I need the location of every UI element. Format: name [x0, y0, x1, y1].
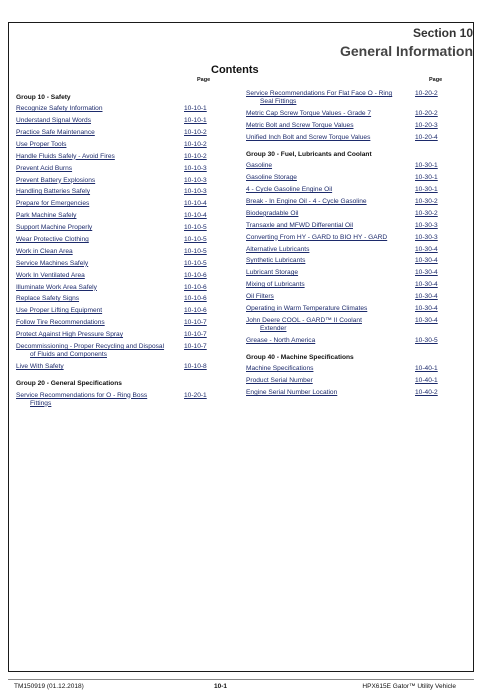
toc-entry[interactable] [246, 317, 445, 333]
toc-entry-title-line: Oil Filters [246, 293, 274, 301]
toc-entry[interactable] [246, 365, 445, 373]
toc-entry-title[interactable] [16, 165, 184, 173]
toc-entry-page[interactable]: 10-10-7 [184, 331, 207, 339]
toc-entry-title-line: Machine Specifications [246, 365, 314, 373]
toc-entry-page[interactable]: 10-30-2 [415, 209, 438, 217]
toc-entry[interactable] [246, 110, 445, 118]
toc-entry[interactable] [246, 281, 445, 289]
toc-entry-title-line: Transaxle and MFWD Differential Oil [246, 221, 353, 229]
toc-entry[interactable] [16, 236, 214, 244]
toc-entry-title-line: Prevent Acid Burns [16, 164, 73, 172]
toc-entry-page[interactable]: 10-30-1 [415, 186, 438, 194]
toc-entry-page[interactable]: 10-10-8 [184, 363, 207, 371]
toc-entry-title-line: Gasoline Storage [246, 174, 297, 182]
toc-entry-page[interactable]: 10-30-1 [415, 174, 438, 182]
toc-entry-title[interactable] [16, 392, 184, 408]
toc-entry-title[interactable] [16, 248, 184, 256]
toc-entry-title[interactable] [16, 188, 184, 196]
toc-entry-title-line: Use Proper Lifting Equipment [16, 307, 103, 315]
toc-entry-title[interactable] [16, 224, 184, 232]
toc-entry-page[interactable]: 10-10-3 [184, 188, 207, 196]
toc-entry-title-line: Grease - North America [246, 336, 316, 344]
toc-entry-title[interactable] [16, 177, 184, 185]
toc-entry-title-line: Wear Protective Clothing [16, 236, 89, 243]
toc-entry[interactable] [16, 212, 214, 220]
toc-entry[interactable] [246, 377, 445, 385]
contents-left-column [16, 90, 214, 412]
toc-entry-title[interactable] [16, 272, 184, 280]
toc-entry-title[interactable] [16, 284, 184, 292]
toc-entry-title[interactable] [16, 117, 184, 125]
footer-product-name: HPX615E Gator™ Utility Vehicle [362, 683, 456, 690]
toc-entry-title-continuation: of Fluids and Components [30, 351, 107, 359]
toc-entry-page[interactable]: 10-10-6 [184, 307, 207, 315]
toc-entry[interactable] [16, 200, 214, 208]
toc-entry-title[interactable] [246, 337, 415, 345]
toc-entry-page[interactable]: 10-30-3 [415, 233, 438, 241]
toc-entry-title[interactable] [16, 295, 184, 303]
toc-entry-page[interactable]: 10-20-2 [415, 110, 438, 118]
toc-entry[interactable] [16, 331, 214, 339]
toc-entry-title[interactable] [16, 331, 184, 339]
toc-entry[interactable] [16, 343, 214, 359]
toc-entry-title[interactable] [16, 105, 184, 113]
toc-entry[interactable] [246, 162, 445, 170]
toc-entry-title-line: Metric Bolt and Screw Torque Values [246, 121, 354, 129]
toc-entry-title-line: Biodegradable Oil [246, 209, 299, 217]
toc-entry-title-line: Park Machine Safely [16, 212, 77, 220]
toc-entry[interactable] [16, 260, 214, 268]
toc-entry-title[interactable] [246, 210, 415, 218]
toc-entry-title-line: Unified Inch Bolt and Screw Torque Values [246, 133, 371, 141]
toc-entry-page[interactable]: 10-20-4 [415, 133, 438, 141]
toc-entry[interactable] [246, 122, 445, 130]
toc-entry[interactable] [246, 186, 445, 194]
toc-entry-title[interactable] [246, 257, 415, 265]
toc-entry-title[interactable] [246, 305, 415, 313]
toc-entry-title-line: Alternative Lubricants [246, 245, 310, 253]
toc-entry-title[interactable] [16, 200, 184, 208]
toc-entry-title-line: Handle Fluids Safely - Avoid Fires [16, 152, 115, 160]
group-heading: Group 30 - Fuel, Lubricants and Coolant [246, 151, 372, 159]
toc-entry-page[interactable]: 10-30-5 [415, 336, 438, 344]
toc-entry-title-line: Engine Serial Number Location [246, 389, 338, 397]
toc-entry-title[interactable] [246, 134, 415, 142]
toc-entry[interactable] [246, 305, 445, 313]
toc-entry-title[interactable] [246, 317, 415, 333]
toc-entry-page[interactable]: 10-10-5 [184, 259, 207, 267]
toc-entry-page[interactable]: 10-10-7 [184, 343, 207, 351]
toc-entry-title-line: Use Proper Tools [16, 140, 67, 148]
toc-entry[interactable] [246, 257, 445, 265]
toc-entry-page[interactable]: 10-20-3 [415, 121, 438, 129]
toc-entry-title[interactable] [246, 90, 415, 106]
toc-entry-title-line: Live With Safety [16, 363, 64, 371]
toc-entry-title[interactable] [246, 269, 415, 277]
toc-entry-title[interactable] [16, 343, 184, 359]
toc-entry[interactable] [246, 222, 445, 230]
toc-entry[interactable] [16, 188, 214, 196]
toc-entry-title[interactable] [246, 293, 415, 301]
toc-entry-page[interactable]: 10-30-4 [415, 293, 438, 301]
group-heading: Group 20 - General Specifications [16, 380, 122, 388]
toc-entry-title[interactable] [246, 246, 415, 254]
toc-entry-title-line: Lubricant Storage [246, 269, 299, 277]
toc-entry-title-line: Understand Signal Words [16, 117, 92, 125]
toc-entry-page[interactable]: 10-30-1 [415, 162, 438, 170]
contents-heading: Contents [211, 64, 259, 76]
toc-entry-page[interactable]: 10-20-2 [415, 90, 438, 97]
toc-entry[interactable] [246, 90, 445, 106]
toc-entry[interactable] [16, 141, 214, 149]
footer-rule [8, 679, 474, 680]
toc-entry[interactable] [16, 224, 214, 232]
toc-entry-title-line: Support Machine Properly [16, 224, 93, 232]
group-heading: Group 40 - Machine Specifications [246, 354, 354, 362]
toc-entry-page[interactable]: 10-10-2 [184, 152, 207, 160]
toc-entry-title[interactable] [246, 365, 415, 373]
toc-entry[interactable] [16, 307, 214, 315]
toc-entry-title[interactable] [16, 141, 184, 149]
toc-entry-title[interactable] [246, 122, 415, 130]
page-title: General Information [339, 43, 473, 59]
toc-entry[interactable] [16, 392, 214, 408]
footer-page-number: 10-1 [214, 683, 228, 690]
toc-entry[interactable] [16, 272, 214, 280]
toc-entry[interactable] [16, 295, 214, 303]
toc-entry[interactable] [246, 269, 445, 277]
toc-entry-title-line: Converting From HY - GARD to BIO HY - GARD [246, 233, 388, 241]
toc-entry-page[interactable]: 10-30-4 [415, 281, 438, 289]
toc-entry-title-line: Work in Clean Area [16, 247, 73, 255]
toc-entry[interactable] [16, 319, 214, 327]
toc-entry-title[interactable] [246, 234, 415, 242]
toc-entry-title[interactable] [16, 212, 184, 220]
toc-entry-title-line: Synthetic Lubricants [246, 257, 306, 265]
toc-entry-page[interactable]: 10-10-3 [184, 176, 207, 184]
toc-entry-page[interactable]: 10-10-1 [184, 117, 207, 125]
toc-entry-title[interactable] [16, 129, 184, 137]
toc-entry-title[interactable] [16, 236, 184, 244]
toc-entry-title-continuation: Extender [260, 325, 287, 333]
toc-entry-page[interactable]: 10-10-4 [184, 200, 207, 208]
toc-entry-title[interactable] [246, 222, 415, 230]
toc-entry-page[interactable]: 10-40-1 [415, 377, 438, 385]
toc-entry-title-line: Recognize Safety Information [16, 105, 103, 113]
toc-entry-page[interactable]: 10-30-4 [415, 304, 438, 312]
toc-entry[interactable] [246, 198, 445, 206]
toc-entry-page[interactable]: 10-10-2 [184, 140, 207, 148]
toc-entry-page[interactable]: 10-30-4 [415, 269, 438, 277]
toc-entry[interactable] [16, 165, 214, 173]
toc-entry-title-line: Work In Ventilated Area [16, 271, 85, 279]
toc-entry-title[interactable] [246, 110, 415, 118]
toc-entry[interactable] [16, 177, 214, 185]
toc-entry-page[interactable]: 10-10-5 [184, 236, 207, 243]
section-label: Section 10 [412, 26, 473, 40]
toc-entry[interactable] [16, 129, 214, 137]
toc-entry-title-line: Prepare for Emergencies [16, 200, 90, 208]
toc-entry-title[interactable] [246, 186, 415, 194]
toc-entry-page[interactable]: 10-10-6 [184, 295, 207, 303]
page-column-label-right: Page [429, 77, 443, 83]
contents-right-column [246, 90, 445, 401]
toc-entry-title[interactable] [246, 162, 415, 170]
toc-entry[interactable] [246, 234, 445, 242]
toc-entry-title[interactable] [246, 174, 415, 182]
toc-entry-page[interactable]: 10-10-6 [184, 271, 207, 279]
toc-entry-title-line: Protect Against High Pressure Spray [16, 331, 124, 339]
toc-entry-title-line: Service Recommendations for O - Ring Boss [16, 391, 148, 399]
toc-entry-title[interactable] [16, 260, 184, 268]
toc-entry-title-line: Service Recommendations For Flat Face O - Ring [246, 90, 393, 97]
toc-entry-page[interactable]: 10-10-2 [184, 128, 207, 136]
toc-entry[interactable] [16, 248, 214, 256]
toc-entry[interactable] [246, 337, 445, 345]
toc-entry[interactable] [16, 117, 214, 125]
toc-entry-page[interactable]: 10-30-4 [415, 257, 438, 265]
toc-entry-title-line: Break - In Engine Oil - 4 - Cycle Gasoline [246, 197, 367, 205]
toc-entry-title-line: Illuminate Work Area Safely [16, 283, 97, 291]
toc-entry-title-line: Replace Safety Signs [16, 295, 80, 303]
toc-entry-title-line: 4 - Cycle Gasoline Engine Oil [246, 186, 333, 194]
toc-entry-page[interactable]: 10-30-4 [415, 316, 438, 324]
toc-entry-title-line: Practice Safe Maintenance [16, 128, 95, 136]
toc-entry-page[interactable]: 10-20-1 [184, 391, 207, 399]
toc-entry-title[interactable] [16, 307, 184, 315]
toc-entry-title[interactable] [246, 281, 415, 289]
footer-doc-id: TM150919 (01.12.2018) [14, 683, 84, 690]
toc-entry-page[interactable]: 10-10-5 [184, 224, 207, 232]
toc-entry-title-line: Metric Cap Screw Torque Values - Grade 7 [246, 110, 372, 118]
toc-entry[interactable] [16, 105, 214, 113]
toc-entry-title-line: Mixing of Lubricants [246, 281, 305, 289]
toc-entry-page[interactable]: 10-10-5 [184, 247, 207, 255]
toc-entry-title-continuation: Seal Fittings [260, 98, 297, 106]
toc-entry-title-line: Decommissioning - Proper Recycling and Disposal [16, 343, 165, 351]
toc-entry-title-line: Handling Batteries Safely [16, 188, 91, 196]
toc-entry-page[interactable]: 10-40-1 [415, 365, 438, 373]
toc-entry[interactable] [246, 293, 445, 301]
toc-entry-title-line: Gasoline [246, 162, 273, 170]
toc-entry-title-line: Service Machines Safely [16, 259, 89, 267]
toc-entry-page[interactable]: 10-30-3 [415, 221, 438, 229]
toc-entry-page[interactable]: 10-10-7 [184, 319, 207, 327]
toc-entry-page[interactable]: 10-30-4 [415, 245, 438, 253]
toc-entry[interactable] [16, 153, 214, 161]
toc-entry[interactable] [16, 284, 214, 292]
page-column-label-left: Page [197, 77, 211, 83]
toc-entry[interactable] [246, 389, 445, 397]
toc-entry-title[interactable] [16, 363, 184, 371]
toc-entry-title-continuation: Fittings [30, 399, 52, 407]
toc-entry-page[interactable]: 10-10-3 [184, 164, 207, 172]
toc-entry-title-line: Operating in Warm Temperature Climates [246, 304, 368, 312]
toc-entry-title-line: Follow Tire Recommendations [16, 319, 105, 327]
toc-entry-page[interactable]: 10-40-2 [415, 389, 438, 397]
toc-entry-title-line: Prevent Battery Explosions [16, 176, 96, 184]
toc-entry-page[interactable]: 10-10-6 [184, 283, 207, 291]
toc-entry-title[interactable] [246, 198, 415, 206]
toc-entry-page[interactable]: 10-30-2 [415, 197, 438, 205]
group-heading: Group 10 - Safety [16, 94, 71, 101]
toc-entry-page[interactable]: 10-10-4 [184, 212, 207, 220]
toc-entry-title[interactable] [246, 389, 415, 397]
toc-entry-title[interactable] [16, 319, 184, 327]
toc-entry-title-line: Product Serial Number [246, 377, 313, 385]
toc-entry[interactable] [246, 134, 445, 142]
toc-entry-title[interactable] [16, 153, 184, 161]
toc-entry-page[interactable]: 10-10-1 [184, 105, 207, 113]
toc-entry[interactable] [246, 210, 445, 218]
toc-entry[interactable] [16, 363, 214, 371]
toc-entry[interactable] [246, 174, 445, 182]
toc-entry-title[interactable] [246, 377, 415, 385]
toc-entry-title-line: John Deere COOL - GARD™ II Coolant [246, 316, 362, 324]
toc-entry[interactable] [246, 246, 445, 254]
